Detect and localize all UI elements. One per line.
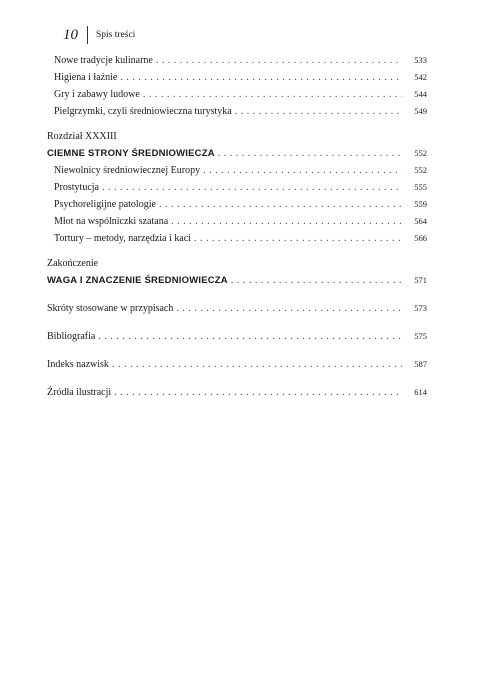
conclusion-title: WAGA I ZNACZENIE ŚREDNIOWIECZA [47, 275, 228, 286]
toc-entry-page: 555 [414, 182, 427, 192]
dot-leader [231, 273, 402, 289]
table-of-contents [47, 52, 427, 401]
dot-leader [102, 180, 402, 196]
conclusion-label: Zakończenie [47, 258, 99, 269]
toc-entry-title: Skróty stosowane w przypisach [47, 303, 174, 314]
toc-entry-title: Psychoreligijne patologie [54, 199, 156, 210]
toc-entry[interactable] [47, 52, 427, 69]
toc-entry-page: 614 [414, 387, 427, 397]
toc-entry[interactable] [47, 356, 427, 373]
toc-entry[interactable] [47, 196, 427, 213]
toc-entry-title: Prostytucja [54, 182, 99, 193]
toc-entry-title: Młot na wspólniczki szatana [54, 216, 169, 227]
chapter-label: Rozdział XXXIII [47, 131, 117, 142]
page-header [63, 26, 135, 44]
toc-entry-page: 587 [414, 359, 427, 369]
toc-entry-page: 552 [414, 165, 427, 175]
toc-entry[interactable] [47, 230, 427, 247]
conclusion-page: 571 [414, 275, 427, 285]
toc-entry-title: Źródła ilustracji [47, 387, 112, 398]
toc-entry[interactable] [47, 384, 427, 401]
toc-entry-title: Niewolnicy średniowiecznej Europy [54, 165, 201, 176]
dot-leader [159, 197, 402, 213]
toc-entry[interactable] [47, 213, 427, 230]
toc-entry-title: Higiena i łaźnie [54, 72, 118, 83]
toc-entry[interactable] [47, 162, 427, 179]
running-title: Spis treści [96, 30, 136, 40]
toc-entry-page: 559 [414, 199, 427, 209]
dot-leader [114, 385, 402, 401]
toc-entry-page: 566 [414, 233, 427, 243]
toc-entry-title: Gry i zabawy ludowe [54, 89, 140, 100]
toc-entry-page: 573 [414, 303, 427, 313]
dot-leader [235, 104, 402, 120]
dot-leader [120, 70, 402, 86]
toc-entry-page: 544 [414, 89, 427, 99]
dot-leader [98, 329, 402, 345]
toc-entry[interactable] [47, 103, 427, 120]
dot-leader [203, 163, 402, 179]
toc-entry-title: Bibliografia [47, 331, 96, 342]
toc-entry[interactable] [47, 86, 427, 103]
dot-leader [171, 214, 402, 230]
toc-entry-page: 575 [414, 331, 427, 341]
dot-leader [218, 146, 402, 162]
toc-entry-title: Tortury – metody, narzędzia i kaci [54, 233, 191, 244]
dot-leader [156, 53, 402, 69]
dot-leader [194, 231, 402, 247]
conclusion-title-entry[interactable] [47, 272, 427, 289]
dot-leader [176, 301, 402, 317]
chapter-page: 552 [414, 148, 427, 158]
toc-entry-title: Indeks nazwisk [47, 359, 109, 370]
page-number: 10 [63, 26, 78, 43]
header-divider [87, 26, 88, 44]
toc-entry-page: 542 [414, 72, 427, 82]
toc-entry-title: Pielgrzymki, czyli średniowieczna turystyka [54, 106, 232, 117]
toc-entry-title: Nowe tradycje kulinarne [54, 55, 153, 66]
toc-entry[interactable] [47, 300, 427, 317]
toc-entry-page: 549 [414, 106, 427, 116]
toc-entry[interactable] [47, 179, 427, 196]
dot-leader [143, 87, 402, 103]
toc-entry[interactable] [47, 328, 427, 345]
toc-entry-page: 564 [414, 216, 427, 226]
toc-entry[interactable] [47, 69, 427, 86]
chapter-title: CIEMNE STRONY ŚREDNIOWIECZA [47, 148, 215, 159]
dot-leader [112, 357, 402, 373]
chapter-title-entry[interactable] [47, 145, 427, 162]
toc-entry-page: 533 [414, 55, 427, 65]
